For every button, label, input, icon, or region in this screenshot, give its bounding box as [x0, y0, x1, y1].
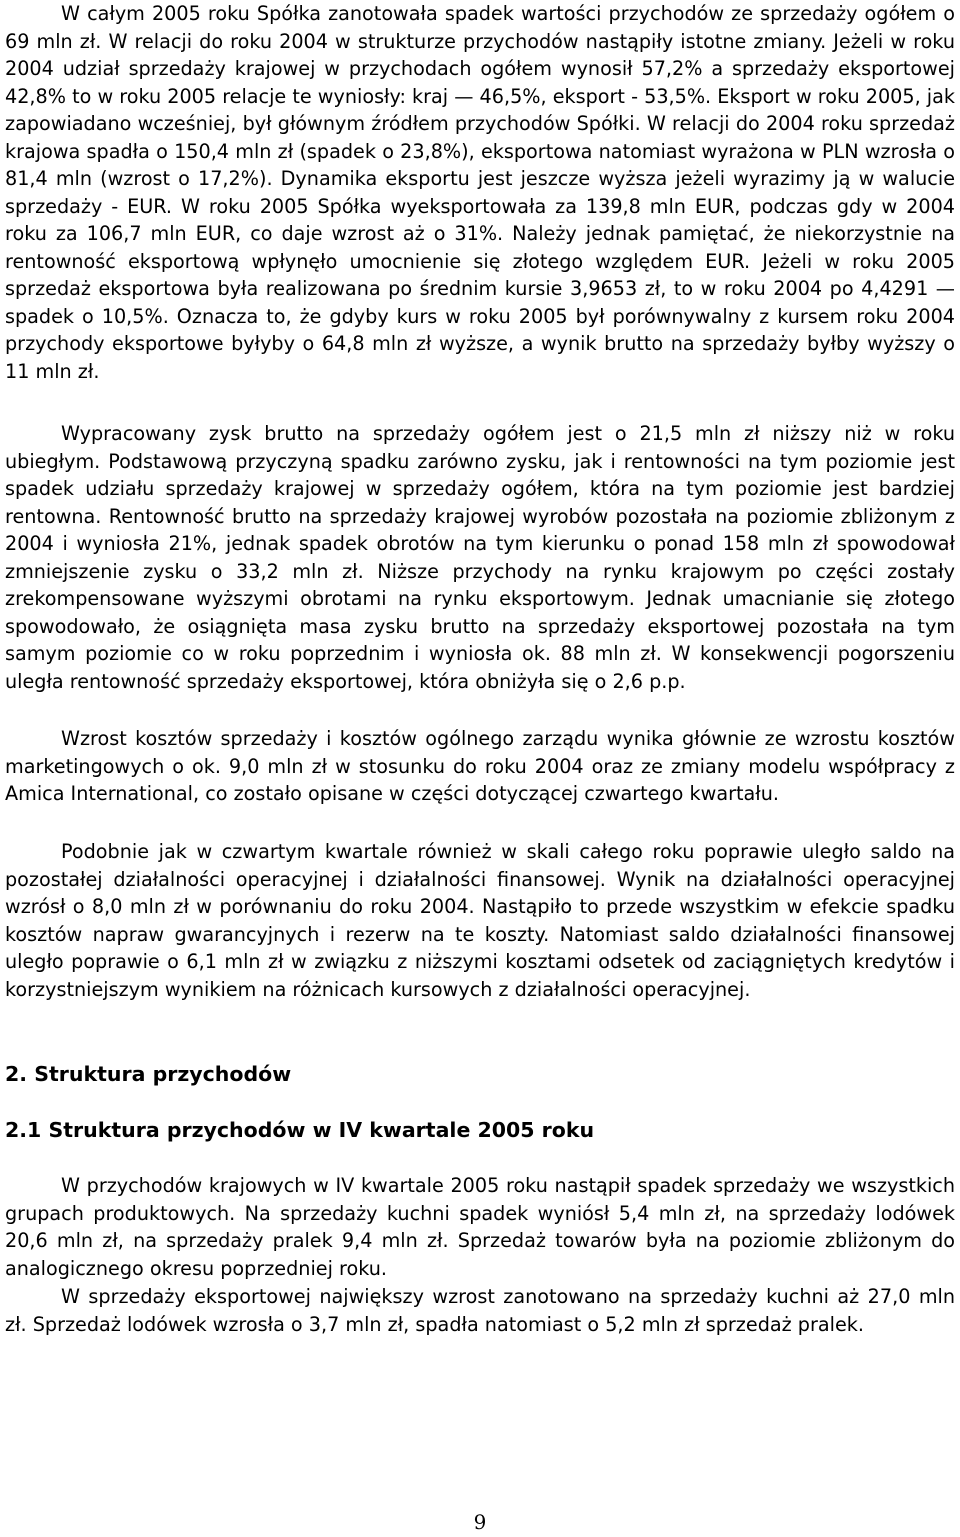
page-number: 9: [473, 1510, 487, 1534]
paragraph-operating-activity: Podobnie jak w czwartym kwartale również w skali całego roku poprawie uległo saldo na pozostałej działalności operacyjnej i działalności finansowej. Wynik na działalności operacyjnej wzrósł o 8,0 mln zł w porównaniu do roku 2004. Nastąpiło to przede wszystkim w efekcie spadku kosztów napraw gwarancyjnych i rezerw na te koszty. Natomiast saldo działalności finansowej uległo poprawie o 6,1 mln zł w związku z niższymi kosztami odsetek od zaciągniętych kredytów i korzystniejszym wynikiem na różnicach kursowych z działalności operacyjnej.: [5, 840, 955, 1001]
paragraph-annual-revenue: W całym 2005 roku Spółka zanotowała spadek wartości przychodów ze sprzedaży ogółem o 69 mln zł. W relacji do roku 2004 w strukturze przychodów nastąpiły istotne zmiany. Jeżeli w roku 2004 udział sprzedaży krajowej w przychodach ogółem wynosił 57,2% a sprzedaży eksportowej 42,8% to w roku 2005 relacje te wyniosły: kraj — 46,5%, eksport - 53,5%. Eksport w roku 2005, jak zapowiadano wcześniej, był głównym źródłem przychodów Spółki. W relacji do 2004 roku sprzedaż krajowa spadła o 150,4 mln zł (spadek o 23,8%), eksportowa natomiast wyrażona w PLN wzrosła o 81,4 mln (wzrost o 17,2%). Dynamika eksportu jest jeszcze wyższa jeżeli wyrazimy ją w walucie sprzedaży - EUR. W roku 2005 Spółka wyeksportowała za 139,8 mln EUR, podczas gdy w 2004 roku za 106,7 mln EUR, co daje wzrost aż o 31%. Należy jednak pamiętać, że niekorzystnie na rentowność eksportową wpłynęło umocnienie się złotego względem EUR. Jeżeli w roku 2005 sprzedaż eksportowa była realizowana po średnim kursie 3,9653 zł, to w roku 2004 po 4,4291 — spadek o 10,5%. Oznacza to, że gdyby kurs w roku 2005 był porównywalny z kursem roku 2004 przychody eksportowe byłyby o 64,8 mln zł wyższe, a wynik brutto na sprzedaży byłby wyższy o 11 mln zł.: [5, 2, 955, 383]
section-heading-revenue-structure: 2. Struktura przychodów: [5, 1062, 292, 1086]
paragraph-domestic-sales: W przychodów krajowych w IV kwartale 2005 roku nastąpił spadek sprzedaży we wszystkich grupach produktowych. Na sprzedaży kuchni spadek wyniósł 5,4 mln zł, na sprzedaży lodówek 20,6 mln zł, na sprzedaży pralek 9,4 mln zł. Sprzedaż towarów była na poziomie zbliżonym do analogicznego okresu poprzedniej roku.: [5, 1174, 955, 1280]
paragraph-sales-costs: Wzrost kosztów sprzedaży i kosztów ogólnego zarządu wynika głównie ze wzrostu kosztów marketingowych o ok. 9,0 mln zł w stosunku do roku 2004 oraz ze zmiany modelu współpracy z Amica International, co zostało opisane w części dotyczącej czwartego kwartału.: [5, 727, 955, 805]
subsection-heading-q4-revenue: 2.1 Struktura przychodów w IV kwartale 2005 roku: [5, 1118, 595, 1142]
paragraph-gross-profit: Wypracowany zysk brutto na sprzedaży ogółem jest o 21,5 mln zł niższy niż w roku ubiegłym. Podstawową przyczyną spadku zarówno zysku, jak i rentowności na tym poziomie jest spadek udziału sprzedaży krajowej w sprzedaży ogółem, która na tym poziomie jest bardziej rentowna. Rentowność brutto na sprzedaży krajowej wyrobów pozostała na poziomie zbliżonym z 2004 i wyniosła 21%, jednak spadek obrotów na tym kierunku o ponad 158 mln zł spowodował zmniejszenie zysku o 33,2 mln zł. Niższe przychody na rynku krajowym po części zostały zrekompensowane wyższymi obrotami na rynku eksportowym. Jednak umacnianie się złotego spowodowało, że osiągnięta masa zysku brutto na sprzedaży eksportowej pozostała na tym samym poziomie co w roku poprzednim i wyniosła ok. 88 mln zł. W konsekwencji pogorszeniu uległa rentowność sprzedaży eksportowej, która obniżyła się o 2,6 p.p.: [5, 422, 955, 693]
paragraph-export-sales: W sprzedaży eksportowej największy wzrost zanotowano na sprzedaży kuchni aż 27,0 mln zł. Sprzedaż lodówek wzrosła o 3,7 mln zł, spadła natomiast o 5,2 mln zł sprzedaż pralek.: [5, 1285, 955, 1336]
